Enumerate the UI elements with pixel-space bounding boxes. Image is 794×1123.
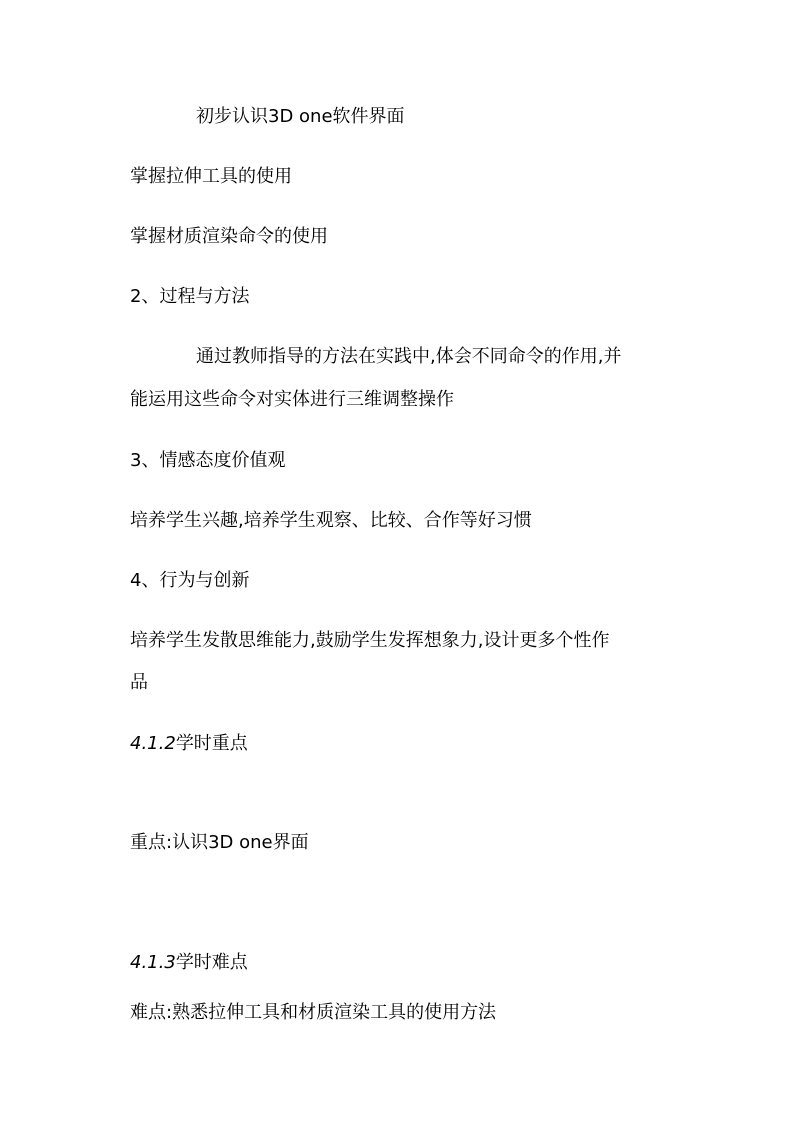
difficulty-text: 难点:熟悉拉伸工具和材质渲染工具的使用方法 bbox=[130, 1002, 497, 1023]
section-heading: 3、情感态度价值观 bbox=[130, 450, 286, 471]
section-number: 4.1.2 bbox=[130, 733, 176, 754]
text-line: 初步认识3D one软件界面 bbox=[196, 106, 405, 127]
section-title: 学时难点 bbox=[175, 952, 248, 973]
text-line: 掌握材质渲染命令的使用 bbox=[130, 226, 328, 247]
text-line: 品 bbox=[130, 672, 148, 693]
key-point-text: 重点:认识3D one界面 bbox=[130, 832, 309, 853]
text-line: 培养学生发散思维能力,鼓励学生发挥想象力,设计更多个性作 bbox=[130, 630, 610, 651]
text-line: 通过教师指导的方法在实践中,体会不同命令的作用,并 bbox=[196, 346, 622, 367]
text-line: 培养学生兴趣,培养学生观察、比较、合作等好习惯 bbox=[130, 510, 532, 531]
section-number: 4.1.3 bbox=[130, 952, 176, 973]
section-heading: 2、过程与方法 bbox=[130, 286, 250, 307]
text-line: 掌握拉伸工具的使用 bbox=[130, 166, 292, 187]
text-line: 能运用这些命令对实体进行三维调整操作 bbox=[130, 389, 454, 410]
section-heading: 4、行为与创新 bbox=[130, 570, 250, 591]
section-heading-4-1-2 bbox=[130, 732, 248, 756]
section-heading-4-1-3 bbox=[130, 951, 248, 975]
section-title: 学时重点 bbox=[175, 733, 248, 754]
